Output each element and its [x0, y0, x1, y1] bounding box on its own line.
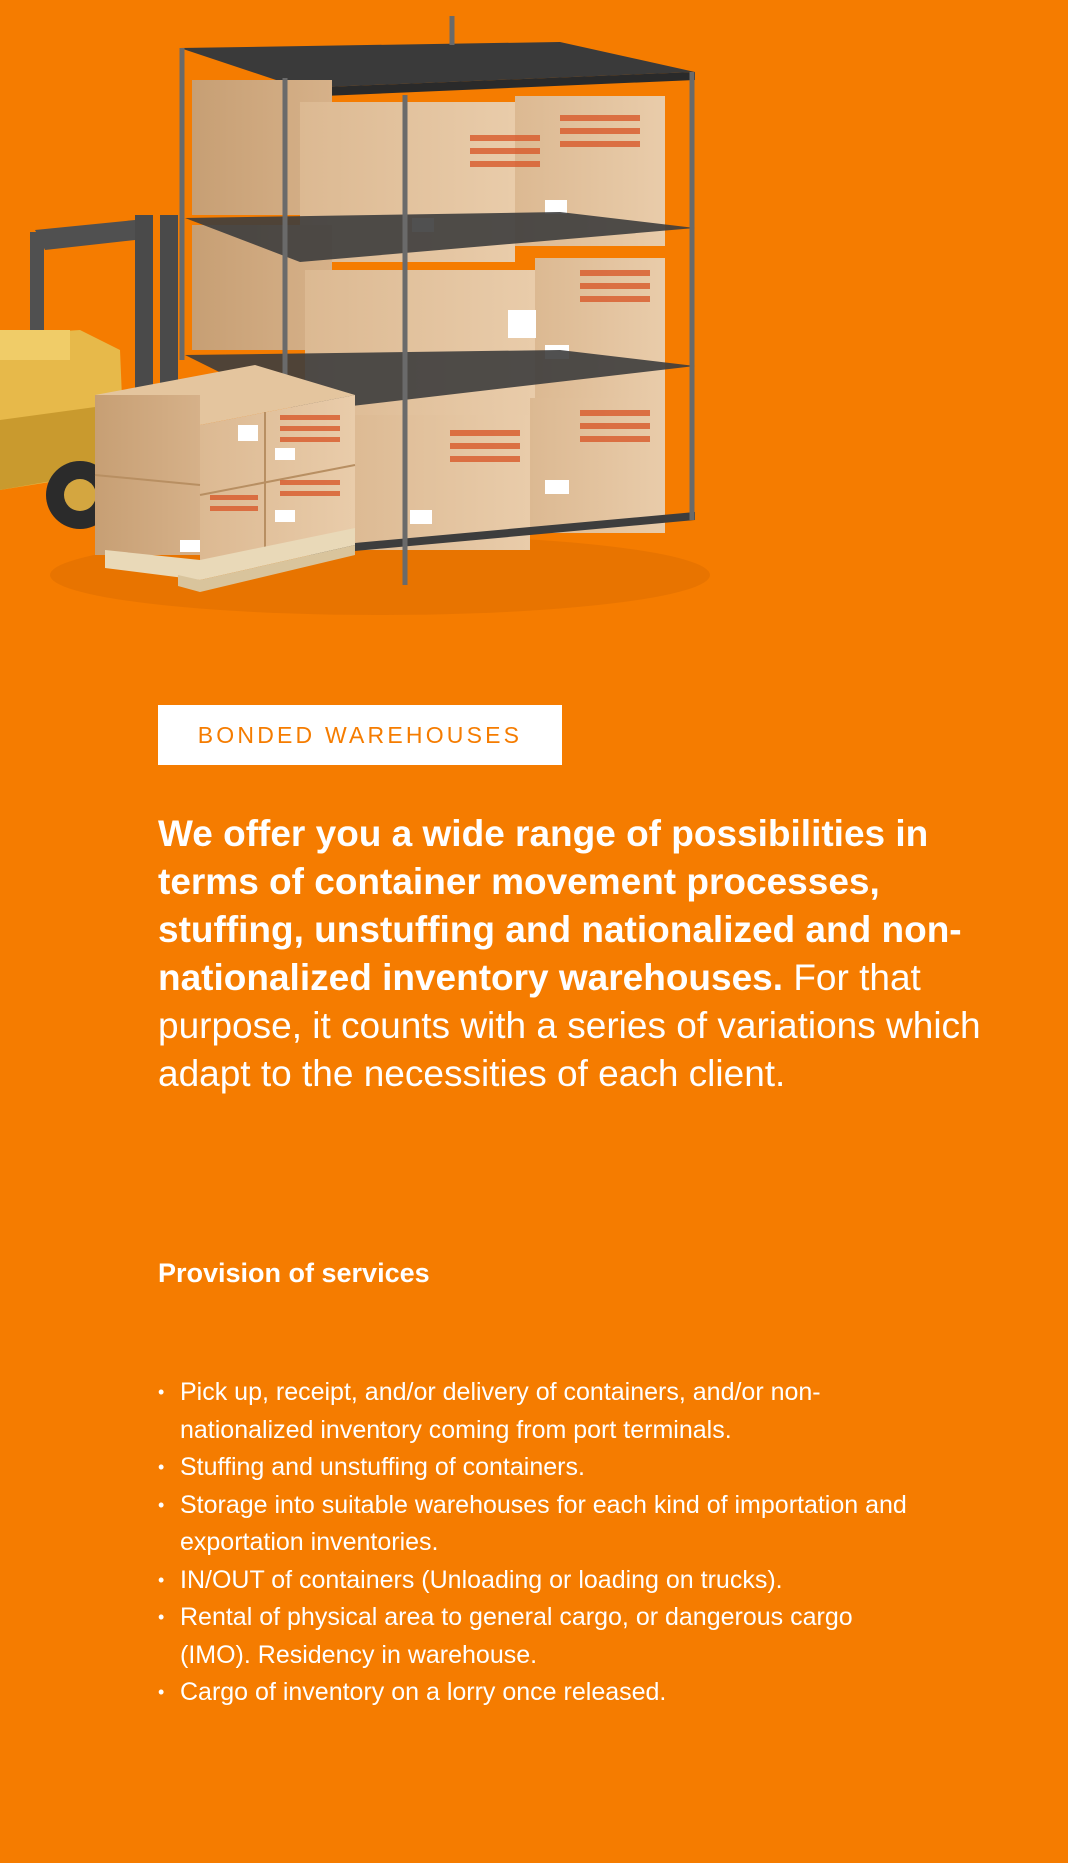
list-item: • Stuffing and unstuffing of containers. [158, 1449, 918, 1487]
section-tag: BONDED WAREHOUSES [158, 705, 562, 765]
list-item: • IN/OUT of containers (Unloading or loading on trucks). [158, 1562, 918, 1600]
list-item: • Storage into suitable warehouses for each kind of importation and exportation inventories. [158, 1487, 918, 1562]
services-heading: Provision of services [158, 1258, 430, 1288]
intro-paragraph [158, 810, 998, 1098]
list-item: • Rental of physical area to general cargo, or dangerous cargo (IMO). Residency in warehouse. [158, 1599, 918, 1674]
list-item: • Pick up, receipt, and/or delivery of containers, and/or non-nationalized inventory coming from port terminals. [158, 1374, 918, 1449]
list-item: • Cargo of inventory on a lorry once released. [158, 1674, 918, 1712]
warehouse-shelves-illustration [0, 0, 720, 630]
services-list [158, 1374, 918, 1712]
hero-illustration [0, 0, 720, 630]
intro-rest-text: For that purpose, it counts with a series of variations which adapt to the necessities of each client. [158, 957, 981, 1094]
intro-bold-text: We offer you a wide range of possibilities in terms of container movement processes, stuffing, unstuffing and nationalized and non-nationalized inventory warehouses. [158, 813, 962, 998]
